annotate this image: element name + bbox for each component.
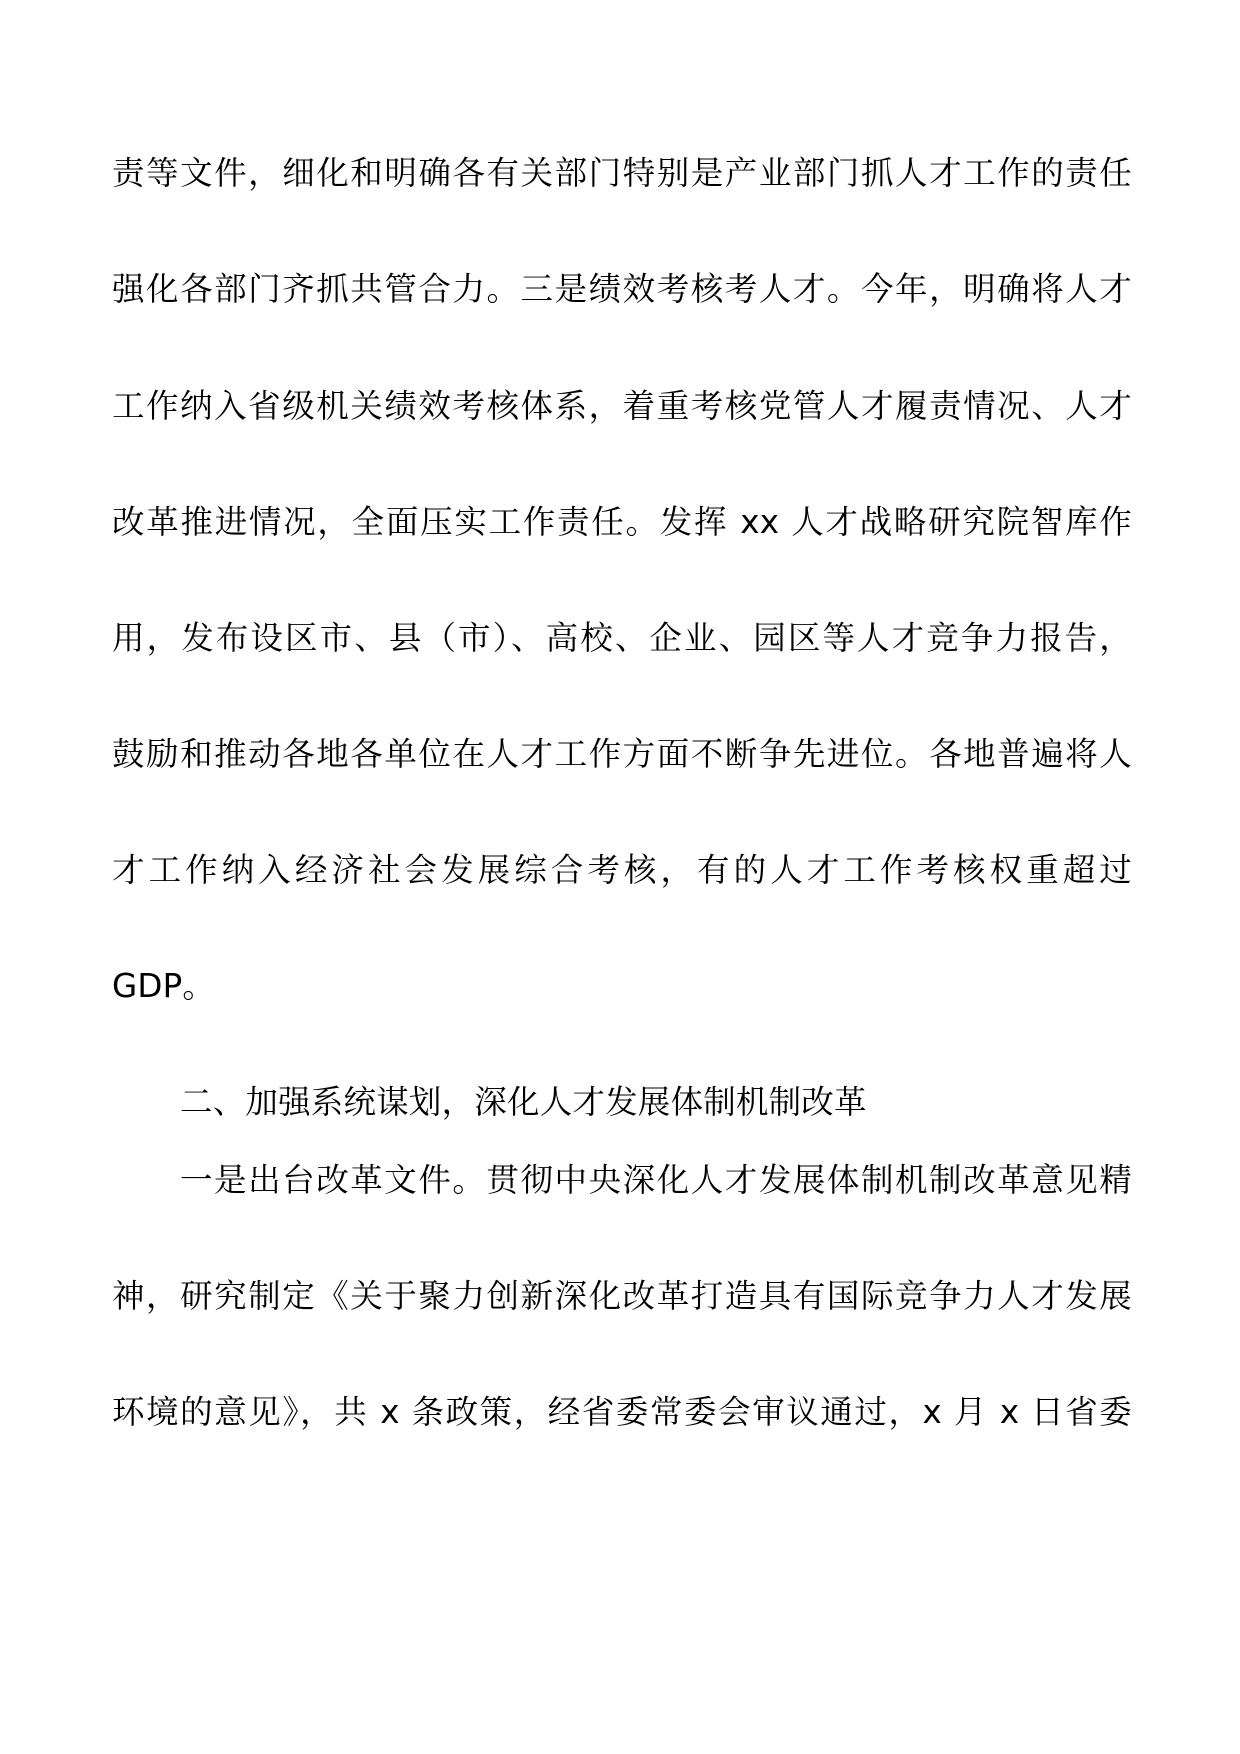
- body-text-line: 强化各部门齐抓共管合力。三是绩效考核考人才。今年，明确将人才: [112, 270, 1132, 308]
- body-text-line: 环境的意见》，共 x 条政策，经省委常委会审议通过，x 月 x 日省委: [112, 1393, 1132, 1431]
- body-text-line: 工作纳入省级机关绩效考核体系，着重考核党管人才履责情况、人才: [112, 387, 1132, 425]
- body-text-line: 神，研究制定《关于聚力创新深化改革打造具有国际竞争力人才发展: [112, 1277, 1132, 1315]
- paragraph-first-line: 一是出台改革文件。贯彻中央深化人才发展体制机制改革意见精: [180, 1161, 1132, 1199]
- section-heading: 二、加强系统谋划，深化人才发展体制机制改革: [180, 1083, 867, 1121]
- body-text-line: GDP。: [112, 967, 216, 1005]
- body-text-line: 才工作纳入经济社会发展综合考核，有的人才工作考核权重超过: [112, 851, 1132, 889]
- body-text-line: 责等文件，细化和明确各有关部门特别是产业部门抓人才工作的责任: [112, 154, 1132, 192]
- body-text-line: 改革推进情况，全面压实工作责任。发挥 xx 人才战略研究院智库作: [112, 503, 1132, 541]
- body-text-line: 鼓励和推动各地各单位在人才工作方面不断争先进位。各地普遍将人: [112, 735, 1132, 773]
- body-text-line: 用，发布设区市、县（市）、高校、企业、园区等人才竞争力报告，: [112, 619, 1132, 657]
